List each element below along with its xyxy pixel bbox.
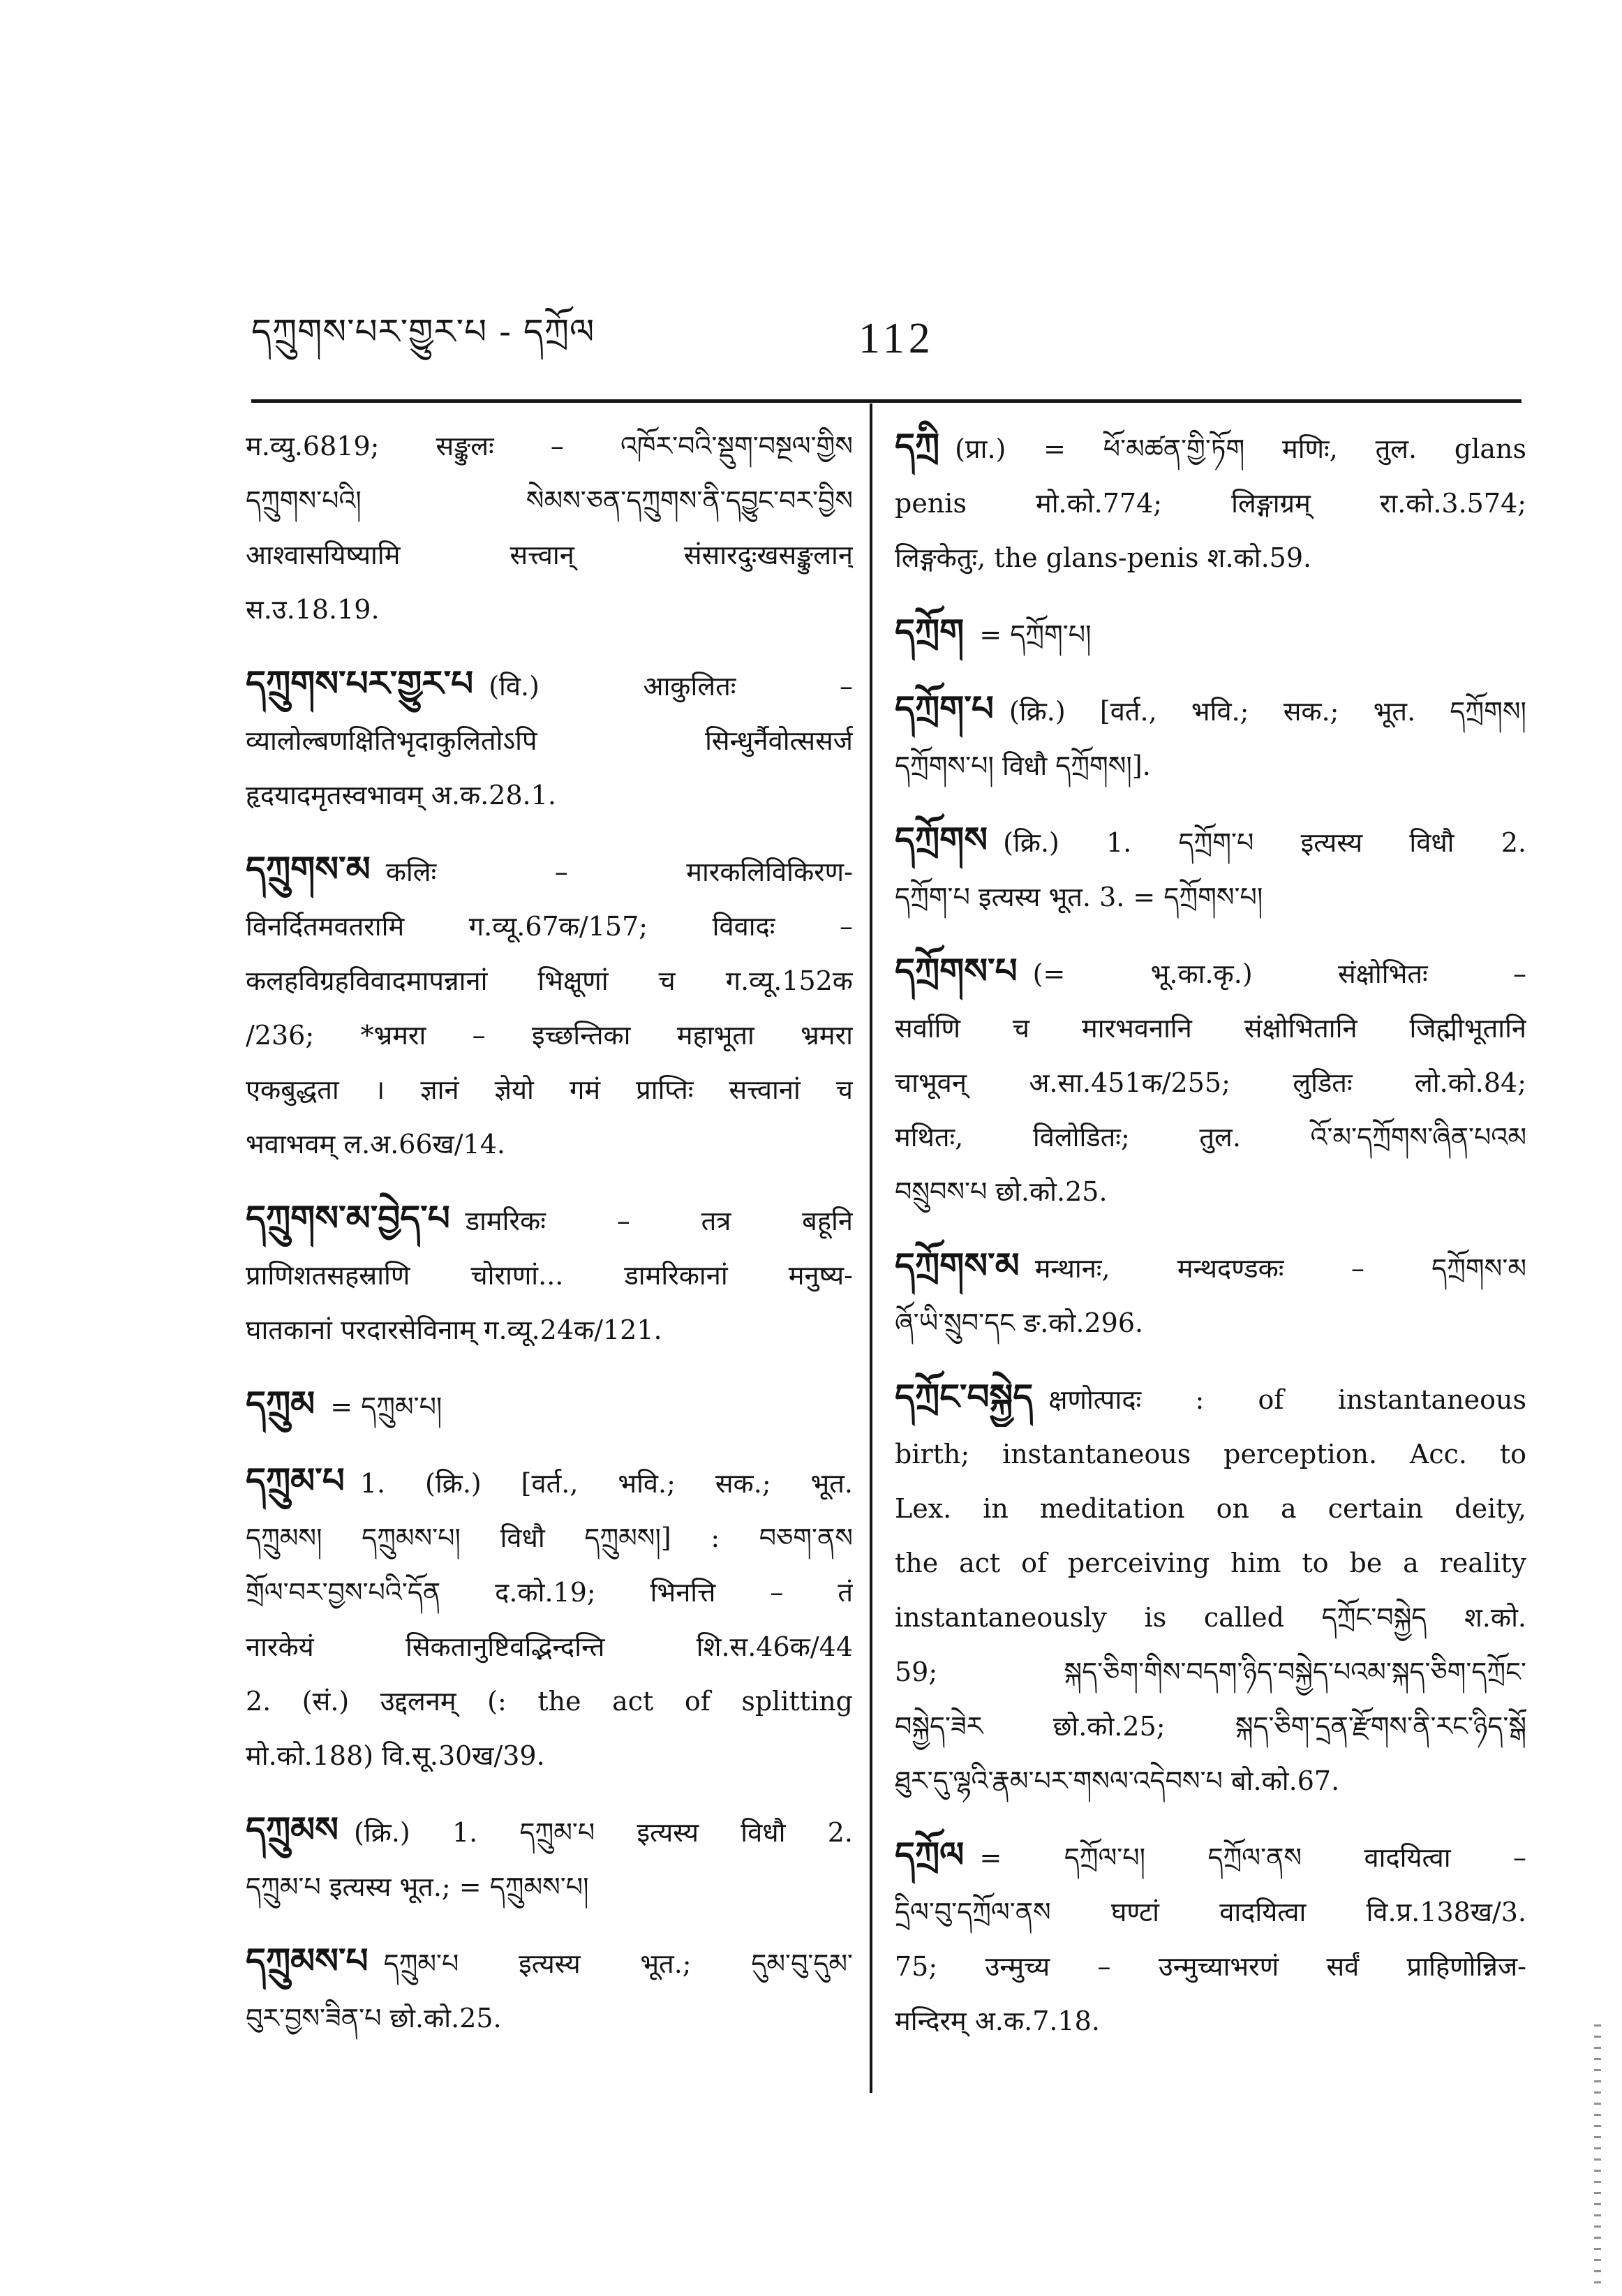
entry-text: लिङ्गकेतुः, the glans-penis श.को.59. — [895, 542, 1312, 573]
dictionary-entry — [895, 1238, 1526, 1350]
entry-line — [895, 1754, 1526, 1808]
entry-text: घातकानां परदारसेविनाम् ग.व्यू.24क/121. — [246, 1314, 662, 1345]
entry-headword: དཀྲི — [895, 425, 940, 466]
entry-text: /236; *भ्रमरा – इच्छन्तिका महाभूता भ्रमरा — [246, 1020, 853, 1051]
entry-headword: དཀྲོགས་པ — [895, 950, 1018, 991]
entry-line — [895, 1828, 1526, 1885]
dictionary-entry — [246, 419, 853, 637]
entry-headword: དཀྲུགས་མ་བྱེད་པ — [246, 1197, 450, 1238]
entry-line — [246, 656, 853, 713]
entry-text: = དཀྲོག་པ། — [979, 619, 1092, 650]
entry-text: 75; उन्मुच्य – उन्मुच्याभरणं सर्वं प्राहिणोन्निज- — [895, 1951, 1526, 1982]
dictionary-entry — [246, 1934, 853, 2045]
entry-text: मन्दिरम् अ.क.7.18. — [895, 2006, 1100, 2036]
entry-line — [895, 1645, 1526, 1699]
entry-line — [895, 1994, 1526, 2048]
entry-text: = དཀྲོལ་པ། དཀྲོལ་ནས वादयित्वा – — [979, 1842, 1526, 1873]
entry-headword: དཀྲོལ — [895, 1834, 965, 1875]
scan-edge-marks — [1594, 2024, 1601, 2290]
entry-text: (क्रि.) 1. དཀྲོག་པ इत्यस्य विधौ 2. — [1003, 827, 1526, 858]
page-header — [251, 300, 1500, 384]
entry-text: དཀྲུམས། དཀྲུམས་པ། विधौ དཀྲུམས།] : བཅག་ནས — [246, 1523, 853, 1553]
entry-line — [895, 681, 1526, 739]
entry-text: क्षणोत्पादः : of instantaneous — [1048, 1384, 1526, 1415]
entry-line — [246, 1303, 853, 1357]
entry-line — [895, 605, 1526, 662]
entry-text: (क्रि.) 1. དཀྲུམ་པ इत्यस्य विधौ 2. — [354, 1817, 853, 1848]
entry-line — [246, 473, 853, 528]
entry-text: डामरिकः – तत्र बहूनि — [465, 1206, 853, 1236]
dictionary-entry — [246, 656, 853, 822]
dictionary-entry — [246, 1191, 853, 1357]
entry-line — [895, 1481, 1526, 1536]
dictionary-entry — [895, 419, 1526, 585]
entry-line — [246, 1062, 853, 1117]
entry-line — [895, 531, 1526, 585]
entry-line — [246, 1565, 853, 1620]
entry-text: བསྲུབས་པ छो.को.25. — [895, 1176, 1108, 1207]
entry-line — [895, 1370, 1526, 1427]
entry-line — [895, 1001, 1526, 1056]
entry-text: मथितः, विलोडितः; तुल. འོ་མ་དཀྲོགས་ཞིན་པའམ — [895, 1122, 1526, 1153]
entry-line — [246, 1802, 853, 1860]
entry-line — [246, 1377, 853, 1434]
dictionary-entry — [895, 944, 1526, 1219]
entry-line — [246, 1620, 853, 1674]
entry-line — [246, 582, 853, 637]
entry-headword: དཀྲུགས་མ — [246, 848, 371, 889]
right-column — [895, 419, 1526, 2068]
entry-headword: དཀྲུམ་པ — [246, 1460, 345, 1501]
entry-line — [895, 813, 1526, 870]
dictionary-entry — [895, 813, 1526, 924]
entry-text: དཀྲུགས་པའི། སེམས་ཅན་དཀྲུགས་ནི་དབྱུང་བར་བྱིས — [246, 485, 853, 516]
entry-line — [246, 419, 853, 473]
entry-line — [246, 1453, 853, 1511]
entry-text: (प्रा.) = ཕོ་མཚན་གྱི་ཏོག मणिः, तुल. glans — [955, 434, 1526, 464]
entry-text: प्राणिशतसहस्राणि चोराणां... डामरिकानां मनुष्य- — [246, 1260, 853, 1291]
dictionary-entry — [246, 1377, 853, 1434]
entry-text: स.उ.18.19. — [246, 594, 380, 625]
entry-text: 2. (सं.) उद्दलनम् (: the act of splitting — [246, 1686, 853, 1717]
entry-text: Lex. in meditation on a certain deity, — [895, 1493, 1526, 1524]
entry-text: 59; སྐད་ཅིག་གིས་བདག་ཉིད་བསྐྱེད་པའམ་སྐད་ཅིག་དཀྲོང་ — [895, 1657, 1526, 1687]
header-rule — [251, 399, 1521, 403]
entry-line — [246, 1511, 853, 1565]
entry-text: དཀྲོག་པ इत्यस्य भूत. 3. = དཀྲོགས་པ། — [895, 882, 1263, 912]
entry-line — [246, 1728, 853, 1783]
entry-text: चाभूवन् अ.सा.451क/255; लुडितः लो.को.84; — [895, 1067, 1526, 1098]
entry-line — [246, 768, 853, 822]
entry-text: བུར་བྱས་ཟིན་པ छो.को.25. — [246, 2003, 502, 2034]
entry-line — [895, 1536, 1526, 1590]
entry-line — [895, 1590, 1526, 1645]
entry-line — [895, 1164, 1526, 1219]
entry-text: विनर्दितमवतरामि ग.व्यू.67क/157; विवादः – — [246, 911, 853, 942]
dictionary-entry — [895, 605, 1526, 662]
entry-text: birth; instantaneous perception. Acc. to — [895, 1439, 1526, 1469]
entry-line — [895, 870, 1526, 924]
entry-text: मो.को.188) वि.सू.30ख/39. — [246, 1740, 545, 1771]
entry-line — [895, 1110, 1526, 1164]
entry-text: सर्वाणि च मारभवनानि संक्षोभितानि जिह्मीभूतानि — [895, 1013, 1526, 1044]
entry-line — [895, 1885, 1526, 1939]
dictionary-entry — [895, 1828, 1526, 2048]
entry-headword: དཀྲུམ — [246, 1383, 315, 1424]
entry-text: कलिः – मारकलिविकिरण- — [385, 857, 853, 887]
entry-line — [246, 1860, 853, 1914]
dictionary-entry — [895, 1370, 1526, 1808]
entry-text: म.व्यु.6819; सङ्कुलः – འཁོར་བའི་སྡུག་བསྔལ་གྱིས — [246, 431, 853, 461]
entry-line — [246, 1117, 853, 1171]
dictionary-entry — [895, 681, 1526, 793]
entry-headword: དཀྲུམས — [246, 1809, 338, 1850]
entry-text: instantaneously is called དཀྲོང་བསྐྱེད श.को. — [895, 1602, 1526, 1633]
entry-headword: དཀྲོག་པ — [895, 688, 994, 729]
left-column — [246, 419, 853, 2065]
entry-text: आश्वासयिष्यामि सत्त्वान् संसारदुःखसङ्कुलान् — [246, 540, 853, 570]
entry-text: penis मो.को.774; लिङ्गाग्रम् रा.को.3.574; — [895, 488, 1526, 519]
entry-headword: དཀྲུགས་པར་གྱུར་པ — [246, 662, 474, 704]
entry-text: = དཀྲུམ་པ། — [330, 1391, 442, 1422]
running-head: དཀྲུགས་པར་གྱུར་པ - དཀྲོལ — [251, 311, 595, 352]
entry-text: व्यालोल्बणक्षितिभृदाकुलितोऽपि सिन्धुर्नैवोत्ससर्ज — [246, 725, 853, 756]
entry-line — [895, 419, 1526, 476]
column-divider — [870, 403, 872, 2093]
entry-line — [246, 1248, 853, 1303]
entry-line — [246, 1991, 853, 2045]
entry-headword: དཀྲོགས་མ — [895, 1245, 1020, 1286]
entry-headword: དཀྲོགས — [895, 819, 988, 860]
entry-line — [895, 739, 1526, 793]
entry-line — [246, 1191, 853, 1248]
entry-text: मन्थानः, मन्थदण्डकः – དཀྲོགས་མ — [1034, 1253, 1526, 1284]
entry-text: བསྐྱེད་ཟེར छो.को.25; སྐད་ཅིག་དྲན་རྫོགས་ནི་རང་ཉིད་སྒོ — [895, 1711, 1526, 1742]
entry-line — [246, 1674, 853, 1728]
entry-line — [246, 1008, 853, 1062]
dictionary-entry — [246, 842, 853, 1171]
entry-line — [246, 528, 853, 582]
entry-line — [246, 713, 853, 768]
entry-text: हृदयादमृतस्वभावम् अ.क.28.1. — [246, 780, 556, 810]
entry-text: (क्रि.) [वर्त., भवि.; सक.; भूत. དཀྲོགས། — [1009, 696, 1526, 727]
entry-line — [246, 899, 853, 954]
entry-text: ཐུར་དུ་ལྷའི་རྣམ་པར་གསལ་འདེབས་པ बो.को.67. — [895, 1765, 1340, 1796]
entry-headword: དཀྲོག — [895, 611, 965, 652]
entry-line — [246, 954, 853, 1008]
entry-line — [895, 1427, 1526, 1481]
entry-line — [246, 1934, 853, 1991]
entry-text: ཞོ་ཡི་སྲུབ་དང ङ.को.296. — [895, 1308, 1144, 1338]
entry-line — [895, 1056, 1526, 1110]
dictionary-entry — [246, 1802, 853, 1914]
entry-text: གྲོལ་བར་བྱས་པའི་དོན द.को.19; भिनत्ति – तं — [246, 1577, 853, 1608]
entry-headword: དཀྲོང་བསྐྱེད — [895, 1376, 1034, 1417]
entry-line — [895, 1238, 1526, 1296]
entry-text: कलहविग्रहविवादमापन्नानां भिक्षूणां च ग.व्यू.152क — [246, 965, 853, 996]
entry-line — [895, 476, 1526, 531]
entry-text: དཀྲོགས་པ། विधौ དཀྲོགས།]. — [895, 750, 1151, 781]
page-number: 112 — [858, 315, 935, 362]
entry-text: भवाभवम् ल.अ.66ख/14. — [246, 1129, 505, 1160]
entry-text: དྲིལ་བུ་དཀྲོལ་ནས घण्टां वादयित्वा वि.प्र.138ख/3. — [895, 1897, 1526, 1927]
dictionary-entry — [246, 1453, 853, 1783]
entry-line — [895, 1939, 1526, 1994]
entry-line — [895, 1699, 1526, 1754]
entry-text: (वि.) आकुलितः – — [489, 671, 853, 702]
entry-line — [895, 1296, 1526, 1350]
entry-text: དཀྲུམ་པ इत्यस्य भूत.; = དཀྲུམས་པ། — [246, 1872, 589, 1902]
entry-text: नारकेयं सिकतानुष्टिवद्भिन्दन्ति शि.स.46क/44 — [246, 1631, 853, 1662]
entry-text: (= भू.का.कृ.) संक्षोभितः – — [1032, 958, 1526, 989]
entry-line — [895, 944, 1526, 1001]
entry-text: एकबुद्धता । ज्ञानं ज्ञेयो गमं प्राप्तिः सत्त्वानां च — [246, 1074, 853, 1105]
entry-text: དཀྲུམ་པ इत्यस्य भूत.; དུམ་བུ་དུམ་ — [383, 1948, 853, 1979]
entry-line — [246, 842, 853, 899]
entry-text: 1. (क्रि.) [वर्त., भवि.; सक.; भूत. — [359, 1468, 853, 1499]
entry-text: the act of perceiving him to be a reality — [895, 1548, 1526, 1578]
entry-headword: དཀྲུམས་པ — [246, 1940, 369, 1981]
